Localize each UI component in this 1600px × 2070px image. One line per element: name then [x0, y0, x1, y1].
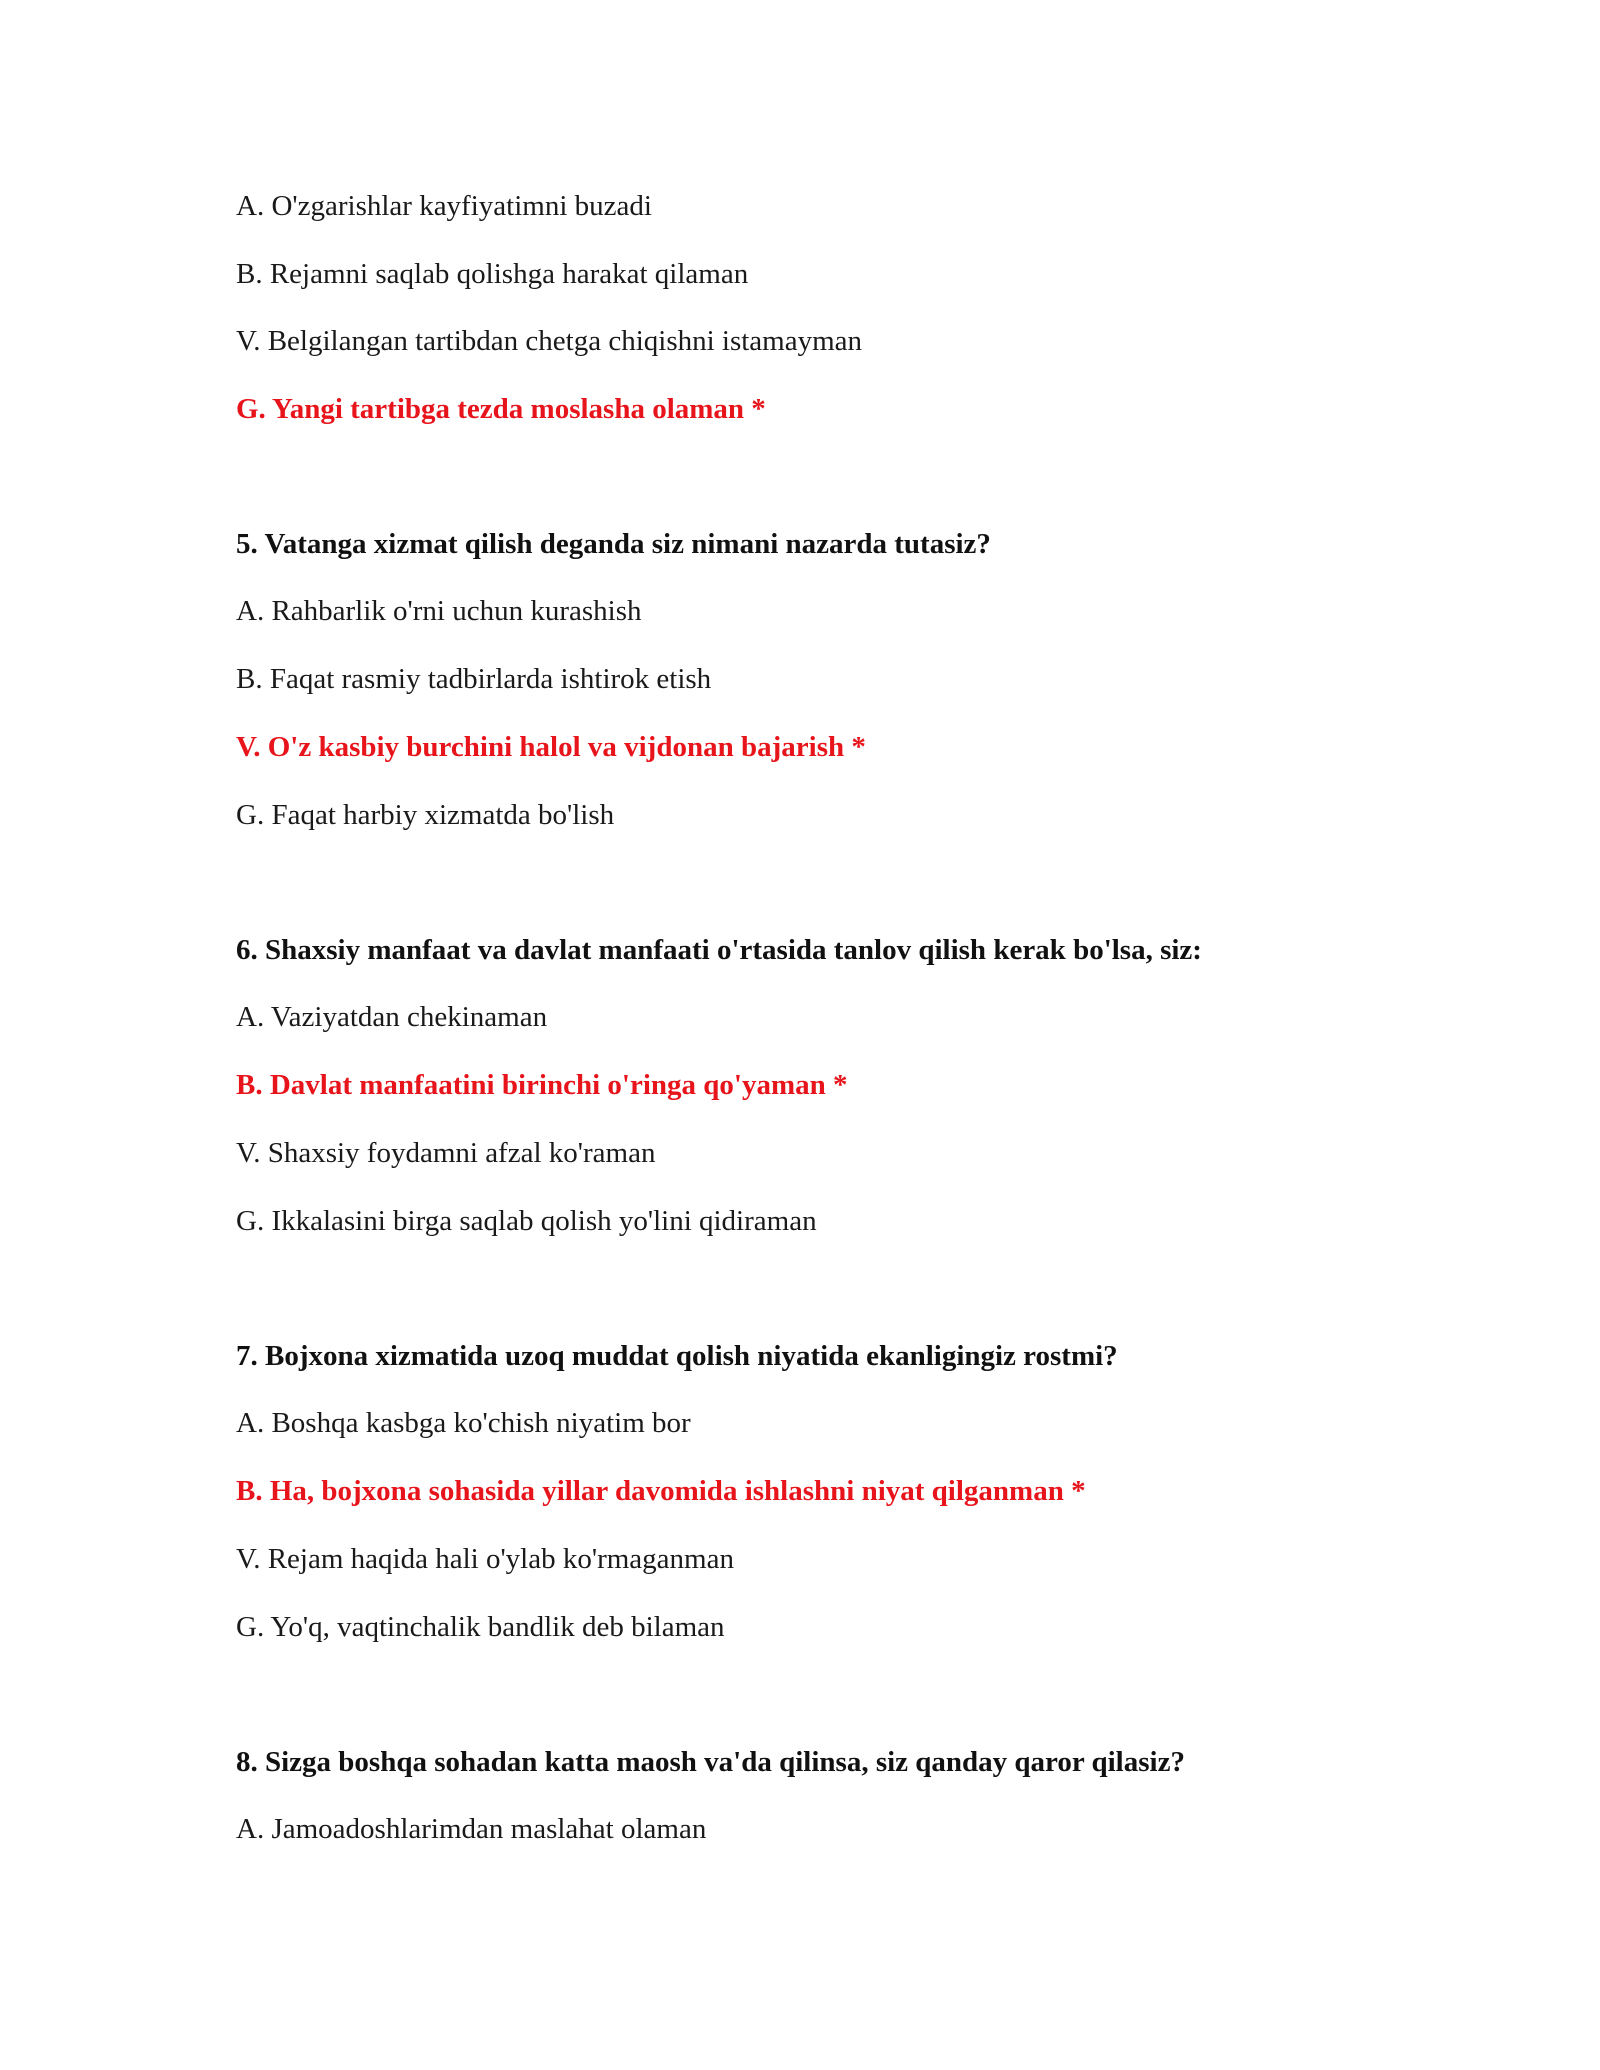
question-6-option-a: A. Vaziyatdan chekinaman	[236, 1001, 548, 1033]
question-7-option-g: G. Yo'q, vaqtinchalik bandlik deb bilaman	[236, 1611, 725, 1643]
question-8-title: 8. Sizga boshqa sohadan katta maosh va'da qilinsa, siz qanday qaror qilasiz?	[236, 1746, 1185, 1778]
question-7-option-a: A. Boshqa kasbga ko'chish niyatim bor	[236, 1407, 691, 1439]
question-5-option-v-correct: V. O'z kasbiy burchini halol va vijdonan bajarish *	[236, 731, 866, 763]
question-8-option-a: A. Jamoadoshlarimdan maslahat olaman	[236, 1813, 707, 1845]
prev-question-option-b: B. Rejamni saqlab qolishga harakat qilaman	[236, 258, 749, 290]
question-6-option-v: V. Shaxsiy foydamni afzal ko'raman	[236, 1137, 656, 1169]
prev-question-option-g-correct: G. Yangi tartibga tezda moslasha olaman *	[236, 393, 766, 425]
question-5-option-a: A. Rahbarlik o'rni uchun kurashish	[236, 595, 642, 627]
question-6-option-b-correct: B. Davlat manfaatini birinchi o'ringa qo'yaman *	[236, 1069, 848, 1101]
question-6-title: 6. Shaxsiy manfaat va davlat manfaati o'rtasida tanlov qilish kerak bo'lsa, siz:	[236, 934, 1202, 966]
prev-question-option-v: V. Belgilangan tartibdan chetga chiqishni istamayman	[236, 325, 863, 357]
question-7-option-v: V. Rejam haqida hali o'ylab ko'rmaganman	[236, 1543, 734, 1575]
prev-question-option-a: A. O'zgarishlar kayfiyatimni buzadi	[236, 190, 652, 222]
question-5-option-b: B. Faqat rasmiy tadbirlarda ishtirok etish	[236, 663, 712, 695]
question-7-title: 7. Bojxona xizmatida uzoq muddat qolish niyatida ekanligingiz rostmi?	[236, 1340, 1118, 1372]
question-5-title: 5. Vatanga xizmat qilish deganda siz nimani nazarda tutasiz?	[236, 528, 991, 560]
question-5-option-g: G. Faqat harbiy xizmatda bo'lish	[236, 799, 615, 831]
question-6-option-g: G. Ikkalasini birga saqlab qolish yo'lini qidiraman	[236, 1205, 817, 1237]
question-7-option-b-correct: B. Ha, bojxona sohasida yillar davomida ishlashni niyat qilganman *	[236, 1475, 1086, 1507]
